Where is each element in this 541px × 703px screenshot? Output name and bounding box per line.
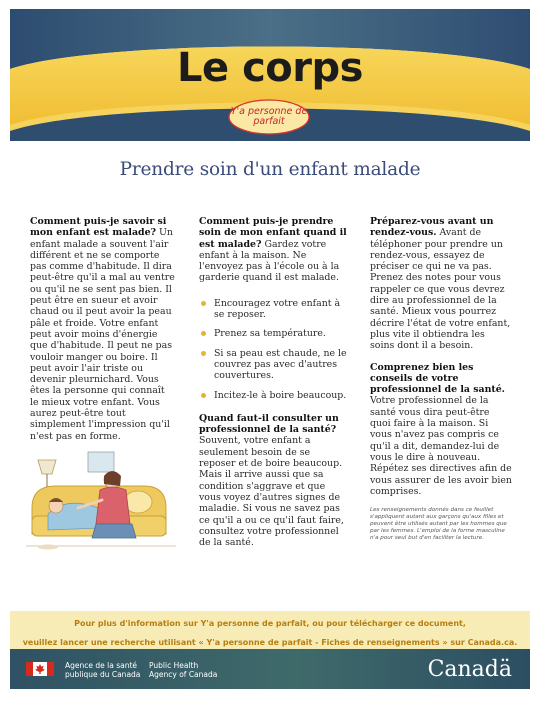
question-heading: Préparez-vous avant un rendez-vous. [370, 216, 494, 239]
question-heading: Quand faut-il consulter un professionnel de la santé? [199, 412, 339, 436]
department-name-french [65, 661, 140, 679]
care-tips-list [199, 298, 349, 401]
program-badge-label: Y'a personne de parfait [230, 106, 308, 127]
section-prepare-appointment [370, 216, 512, 352]
more-information-band [10, 611, 530, 649]
program-badge [229, 100, 309, 136]
government-footer [10, 649, 530, 689]
column-3 [370, 216, 512, 542]
gender-neutral-note: Les renseignements donnés dans ce feuillet s'appliquent autant aux garçons qu'aux filles et peuvent être utilisés autant par les hommes que par les femmes. L'emploi de la forme masculine n'a pour seul but d'en faciliter la lecture. [370, 507, 507, 542]
column-1 [30, 216, 175, 452]
answer-text: Avant de téléphoner pour prendre un rendez-vous, essayez de préciser ce qui ne va pas. Prenez des notes pour vous rappeler ce que vous devrez dire au professionnel de la santé. Mieux vous pourrez décrire l'état de votre enfant, plus vite il obtiendra les soins dont il a besoin. [370, 227, 511, 352]
department-fr-line-1: Agence de la santé [65, 661, 138, 670]
sheet-subtitle: Prendre soin d'un enfant malade [119, 159, 421, 180]
more-info-line-1: Pour plus d'information sur Y'a personne de parfait, ou pour télécharger ce document, [74, 619, 466, 628]
department-en-line-2: Agency of Canada [149, 670, 218, 679]
section-when-to-consult [199, 413, 349, 549]
fact-sheet-page [10, 9, 530, 689]
canada-flag-icon [26, 662, 54, 676]
department-name-english [149, 661, 217, 679]
list-item: Prenez sa température. [199, 328, 349, 339]
page-title: Le corps [177, 45, 363, 91]
answer-text: Un enfant malade a souvent l'air différent et ne se comporte pas comme d'habitude. Il dira peut-être qu'il a mal au ventre ou qu'il ne se sent pas bien. Il peut être en sueur et avoir chaud ou il peut avoir la peau pâle et froide. Votre enfant peut avoir moins d'énergie que d'habitude. Il peut ne pas vouloir manger ou boire. Il peut avoir l'air triste ou devenir pleurnichard. Vous êtes la personne qui connaît le mieux votre enfant. Vous aurez peut-être tout simplement l'impression qu'il n'est pas en forme. [30, 227, 175, 442]
more-info-line-2: veuillez lancer une recherche utilisant « Y'a personne de parfait - Fiches de renseignements » sur Canada.ca. [22, 638, 518, 647]
question-heading: Comprenez bien les conseils de votre professionnel de la santé. [370, 361, 505, 396]
department-fr-line-2: publique du Canada [65, 670, 141, 679]
section-signs-of-illness [30, 216, 175, 442]
sick-child-illustration [26, 446, 176, 556]
section-understand-advice [370, 362, 512, 498]
question-heading: Comment puis-je prendre soin de mon enfant quand il est malade? [199, 216, 347, 250]
list-item: Encouragez votre enfant à se reposer. [199, 298, 349, 321]
answer-text: Gardez votre enfant à la maison. Ne l'envoyez pas à l'école ou à la garderie quand il est malade. [199, 238, 340, 284]
answer-text: Votre professionnel de la santé vous dira peut-être quoi faire à la maison. Si vous n'avez pas compris ce qu'il a dit, demandez-lui de vous le dire à nouveau. Répétez ses directives afin de vous assurer de les avoir bien comprises. [370, 395, 512, 497]
section-caring-for-child [199, 216, 349, 284]
question-heading: Comment puis-je savoir si mon enfant est malade? [30, 216, 167, 239]
header-banner [10, 9, 530, 141]
answer-text: Souvent, votre enfant a seulement besoin de se reposer et de boire beaucoup. Mais il arrive aussi que sa condition s'aggrave et que vous voyez d'autres signes de maladie. Si vous ne savez pas ce qu'il a ou ce qu'il faut faire, consultez votre professionnel de la santé. [199, 435, 344, 549]
list-item: Incitez-le à boire beaucoup. [199, 390, 349, 401]
list-item: Si sa peau est chaude, ne le couvrez pas avec d'autres couvertures. [199, 348, 349, 382]
canada-wordmark: Canadä [427, 657, 512, 682]
department-en-line-1: Public Health [149, 661, 199, 670]
column-2 [199, 216, 349, 558]
